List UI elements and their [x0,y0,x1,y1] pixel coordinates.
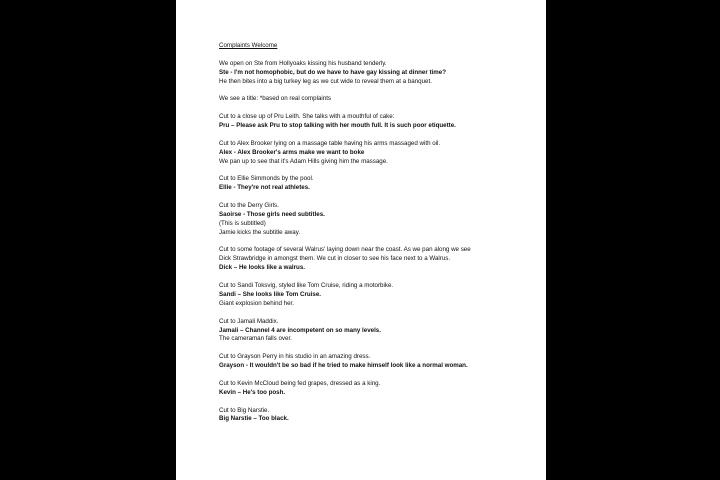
document-title: Complaints Welcome [219,42,278,49]
spacer [219,86,539,95]
action-line: Cut to the Derry Girls. [219,202,279,210]
action-line: We pan up to see that it's Adam Hills giving him the massage. [219,157,388,165]
spacer [219,398,539,407]
dialogue-line: Grayson - It wouldn't be so bad if he tried to make himself look like a normal woman. [219,362,468,370]
spacer [219,166,539,175]
action-line: The cameraman falls over. [219,335,292,343]
action-line: Cut to some footage of several Walrus' laying down near the coast. As we pan along we see [219,246,471,254]
spacer [219,371,539,380]
dialogue-line: Big Narstie – Too black. [219,415,289,423]
action-line: Cut to Big Narstie. [219,406,270,414]
action-line: Cut to a close up of Pru Leith. She talks with a mouthful of cake: [219,113,395,121]
action-line: Jamie kicks the subtitle away. [219,228,301,236]
document-page [176,0,546,480]
script-body [219,60,539,425]
dialogue-line: Sandi – She looks like Tom Cruise. [219,290,322,298]
action-line: Cut to Grayson Perry in his studio in an amazing dress. [219,353,371,361]
action-line: Cut to Ellie Simmonds by the pool. [219,175,314,183]
action-line: We see a title: *based on real complaints [219,95,332,103]
spacer [219,273,539,282]
dialogue-line: Kevin – He's too posh. [219,388,286,396]
dialogue-line: Dick – He looks like a walrus. [219,264,305,272]
dialogue-line: Ste - I'm not homophobic, but do we have to have gay kissing at dinner time? [219,68,446,76]
dialogue-line: Alex - Alex Brooker's arms make we want to boke [219,148,365,156]
spacer [219,344,539,353]
spacer [219,104,539,113]
document-content [219,42,539,424]
action-line: Cut to Jamali Maddix. [219,317,279,325]
dialogue-line: Pru – Please ask Pru to stop talking with her mouth full. It is such poor etiquette. [219,122,456,130]
action-line: We open on Ste from Hollyoaks kissing his husband tenderly. [219,59,387,67]
action-line: Dick Strawbridge in amongst them. We cut in closer to see his face next to a Walrus. [219,255,451,263]
action-line: Cut to Sandi Toksvig, styled like Tom Cruise, riding a motorbike. [219,282,394,290]
dialogue-line: Jamali – Channel 4 are incompetent on so many levels. [219,326,381,334]
action-line: (This is subtitled) [219,219,266,227]
dialogue-line: Ellie - They're not real athletes. [219,184,310,192]
spacer [219,131,539,140]
spacer [219,51,539,60]
dialogue-line: Saoirse - Those girls need subtitles. [219,210,325,218]
spacer [219,193,539,202]
action-line: Cut to Kevin McCloud being fed grapes, dressed as a king. [219,379,381,387]
action-line: Giant explosion behind her. [219,299,294,307]
spacer [219,309,539,318]
action-line: He then bites into a big turkey leg as we cut wide to reveal them at a banquet. [219,77,432,85]
spacer [219,238,539,247]
action-line: Cut to Alex Brooker lying on a massage table having his arms massaged with oil. [219,139,441,147]
